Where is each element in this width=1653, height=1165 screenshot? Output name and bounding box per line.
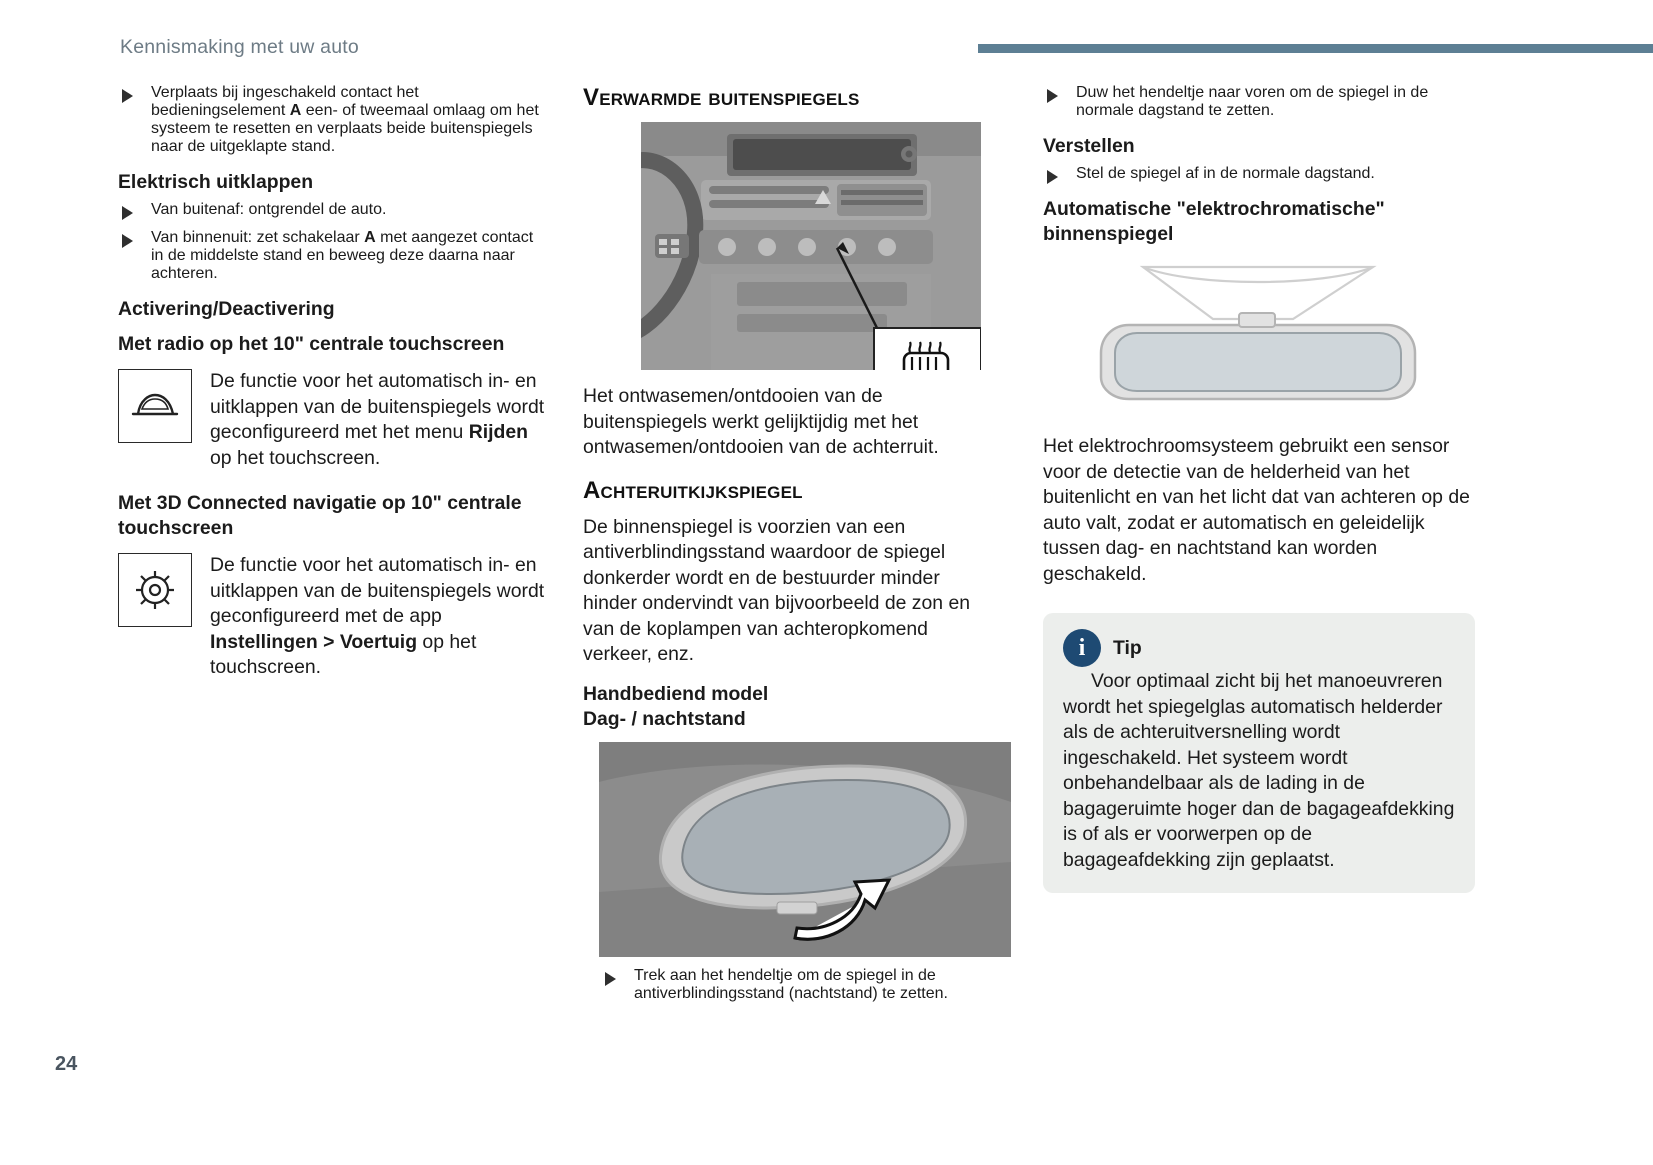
triangle-bullet-icon xyxy=(122,206,133,220)
car-mirrors-icon xyxy=(118,369,192,443)
settings-gear-icon xyxy=(118,553,192,627)
bullet-bold-a: A xyxy=(289,102,302,119)
paragraph-heated-mirrors: Het ontwasemen/ontdooien van de buitenspiegels werkt gelijktijdig met het ontwasemen/ontdooien van de achterruit. xyxy=(583,385,939,458)
callout-demist-symbol xyxy=(873,327,981,370)
demist-rear-window-symbol-icon xyxy=(892,340,964,370)
heading-met-radio: Met radio op het 10" centrale touchscreen xyxy=(118,333,505,355)
bullet-text: Stel de spiegel af in de normale dagstand. xyxy=(1076,165,1375,182)
list-item xyxy=(118,229,548,283)
radio-text-part1: De functie voor het automatisch in- en uitklappen van de buitenspiegels wordt geconfigureerd met het menu xyxy=(210,370,545,443)
car-mirrors-glyph xyxy=(129,389,181,423)
heading-met-3d-navigatie: Met 3D Connected navigatie op 10" centrale touchscreen xyxy=(118,492,522,539)
info-icon: i xyxy=(1063,629,1101,667)
heading-verwarmde-buitenspiegels xyxy=(583,84,995,112)
column-left xyxy=(118,84,548,689)
triangle-bullet-icon xyxy=(605,972,616,986)
nav-text-part2: op het touchscreen. xyxy=(210,630,477,678)
bullet-text-part1: Verplaats bij ingeschakeld contact het bedieningselement xyxy=(151,84,419,119)
heading-text: Achteruitkijkspiegel xyxy=(583,476,803,504)
triangle-bullet-icon xyxy=(1047,170,1058,184)
list-item xyxy=(601,967,995,1003)
bullet-text: Trek aan het hendeltje om de spiegel in de antiverblindingsstand (nachtstand) te zetten. xyxy=(634,966,948,1002)
tip-text: Voor optimaal zicht bij het manoeuvreren wordt het spiegelglas automatisch helderder als de achteruitversnelling wordt ingeschakeld. Het systeem wordt onbehandelbaar als de lading in de bagageruimte hoger dan de bagageafdekking is of als er voorwerpen op de bagageafdekking zijn geplaatst. xyxy=(1063,670,1455,871)
gear-glyph xyxy=(129,564,181,616)
heading-text: Verwarmde buitenspiegels xyxy=(583,84,860,111)
list-item xyxy=(1043,84,1475,120)
list-item xyxy=(118,84,548,156)
nav-config-text xyxy=(210,553,548,681)
nav-text-part1: De functie voor het automatisch in- en uitklappen van de buitenspiegels wordt geconfigureerd met de app xyxy=(210,554,545,627)
heading-achteruitkijkspiegel xyxy=(583,477,995,505)
nav-text-bold: Instellingen > Voertuig xyxy=(210,630,418,653)
tip-box xyxy=(1043,613,1475,893)
tip-header xyxy=(1063,629,1455,667)
triangle-bullet-icon xyxy=(122,234,133,248)
heading-dag-nachtstand: Dag- / nachtstand xyxy=(583,707,746,730)
info-row-radio xyxy=(118,369,548,471)
heading-automatische-binnenspiegel: Automatische "elektrochromatische" binnenspiegel xyxy=(1043,198,1385,245)
column-right xyxy=(1043,84,1475,893)
electrochromatic-mirror-diagram xyxy=(1043,253,1473,418)
page-number: 24 xyxy=(55,1053,78,1075)
figure-electrochromatic-mirror xyxy=(1043,253,1473,418)
bullet-text: Van buitenaf: ontgrendel de auto. xyxy=(151,201,387,218)
bullet-bold-a: A xyxy=(364,229,376,246)
list-item xyxy=(118,201,548,219)
paragraph-electrochromatic: Het elektrochroomsysteem gebruikt een sensor voor de detectie van de helderheid van het buitenlicht en van het licht dat van achteren op de auto valt, zodat er automatisch en geleidelijk tussen dag- en nachtstand kan worden geschakeld. xyxy=(1043,435,1470,585)
tip-body xyxy=(1063,669,1455,873)
triangle-bullet-icon xyxy=(1047,89,1058,103)
figure-interior-mirror xyxy=(599,742,1011,957)
header-accent-rule xyxy=(978,44,1653,53)
bullet-text-part2: een- of tweemaal omlaag om het systeem te resetten en verplaats beide buitenspiegels naar de uitgeklapte stand. xyxy=(151,102,539,155)
bullet-text: Duw het hendeltje naar voren om de spiegel in de normale dagstand te zetten. xyxy=(1076,84,1429,119)
radio-text-part2: op het touchscreen. xyxy=(210,446,381,469)
list-item xyxy=(1043,165,1475,183)
triangle-bullet-icon xyxy=(122,89,133,103)
info-row-navigation xyxy=(118,553,548,681)
heading-handbediend-model: Handbediend model xyxy=(583,682,769,705)
tip-title: Tip xyxy=(1113,636,1142,659)
heading-activering-deactivering: Activering/Deactivering xyxy=(118,298,335,320)
heading-elektrisch-uitklappen: Elektrisch uitklappen xyxy=(118,171,314,193)
column-middle xyxy=(583,84,995,1013)
paragraph-rearview-mirror: De binnenspiegel is voorzien van een antiverblindingsstand waardoor de spiegel donkerder wordt en de bestuurder minder hinder ondervindt van bijvoorbeeld de zon en van de koplampen van achteropkomend verkeer, enz. xyxy=(583,515,971,665)
bullet-text-part2: met aangezet contact in de middelste stand en beweeg deze daarna naar achteren. xyxy=(151,229,534,282)
bullet-text-part1: Van binnenuit: zet schakelaar xyxy=(151,229,365,246)
interior-mirror-illustration xyxy=(599,742,1011,957)
heading-verstellen: Verstellen xyxy=(1043,135,1135,157)
radio-config-text xyxy=(210,369,548,471)
figure-dashboard xyxy=(641,122,981,370)
page-header-title: Kennismaking met uw auto xyxy=(120,36,359,58)
radio-text-bold: Rijden xyxy=(468,421,528,443)
